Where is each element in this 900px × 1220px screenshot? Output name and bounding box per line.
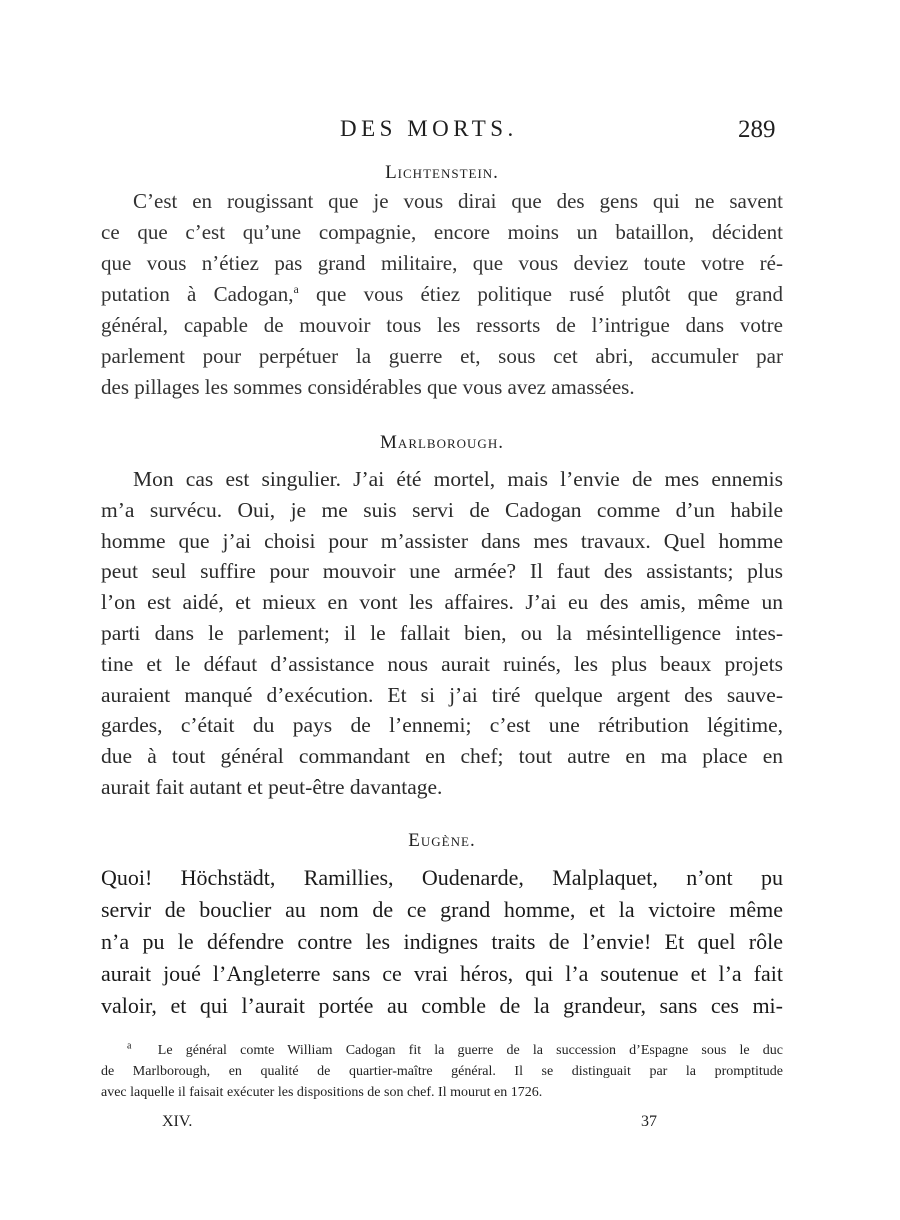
text-line: parti dans le parlement; il le fallait bien, ou la mésintelligence intes- bbox=[101, 620, 783, 645]
text-line: C’est en rougissant que je vous dirai que des gens qui ne savent bbox=[133, 189, 783, 213]
text-line: aurait joué l’Angleterre sans ce vrai héros, qui l’a soutenue et l’a fait bbox=[101, 961, 783, 986]
speech-text bbox=[101, 862, 783, 1022]
text-line: tine et le défaut d’assistance nous aurait ruinés, les plus beaux projets bbox=[101, 651, 783, 676]
footnote bbox=[101, 1040, 783, 1103]
text-line: Quoi! Höchstädt, Ramillies, Oudenarde, Malplaquet, n’ont pu bbox=[101, 865, 783, 890]
running-title: DES MORTS. bbox=[340, 116, 518, 141]
footnote-marker: a bbox=[127, 1040, 132, 1052]
footnote-text: Le général comte William Cadogan fit la guerre de la succession d’Espagne sous le duc bbox=[157, 1043, 783, 1058]
speech-block-lichtenstein bbox=[101, 160, 783, 403]
speaker-name: Lichtenstein. bbox=[385, 162, 499, 183]
text-line: valoir, et qui l’aurait portée au comble de la grandeur, sans ces mi- bbox=[101, 993, 783, 1018]
text-line: que vous n’étiez pas grand militaire, que vous deviez toute votre ré- bbox=[101, 251, 783, 275]
text-fragment: que vous étiez politique rusé plutôt que grand bbox=[298, 282, 783, 306]
text-line: auraient manqué d’exécution. Et si j’ai tiré quelque argent des sauve- bbox=[101, 682, 783, 707]
volume-signature: XIV. bbox=[162, 1113, 193, 1130]
speaker-name: Eugène. bbox=[408, 830, 476, 851]
text-line: servir de bouclier au nom de ce grand homme, et la victoire même bbox=[101, 897, 783, 922]
footnote-marker: a bbox=[293, 282, 299, 296]
text-line bbox=[101, 279, 783, 310]
sheet-signature: 37 bbox=[641, 1113, 657, 1130]
text-line: général, capable de mouvoir tous les ressorts de l’intrigue dans votre bbox=[101, 313, 783, 337]
running-head bbox=[0, 116, 900, 148]
speech-block-eugene bbox=[101, 828, 783, 1022]
text-line: m’a survécu. Oui, je me suis servi de Cadogan comme d’un habile bbox=[101, 497, 783, 522]
text-line: ce que c’est qu’une compagnie, encore moins un bataillon, décident bbox=[101, 220, 783, 244]
text-fragment: putation à Cadogan, bbox=[101, 282, 294, 306]
text-line: due à tout général commandant en chef; tout autre en ma place en bbox=[101, 744, 783, 769]
text-line: peut seul suffire pour mouvoir une armée? Il faut des assistants; plus bbox=[101, 559, 783, 584]
speech-text bbox=[101, 186, 783, 403]
text-line: gardes, c’était du pays de l’ennemi; c’est une rétribution légitime, bbox=[101, 713, 783, 738]
text-line: Mon cas est singulier. J’ai été mortel, mais l’envie de mes ennemis bbox=[133, 467, 783, 491]
speech-block-marlborough bbox=[101, 430, 783, 803]
text-line: n’a pu le défendre contre les indignes traits de l’envie! Et quel rôle bbox=[101, 929, 783, 954]
text-line: aurait fait autant et peut-être davantage. bbox=[101, 774, 443, 799]
text-line: homme que j’ai choisi pour m’assister dans mes travaux. Quel homme bbox=[101, 528, 783, 553]
speech-text bbox=[101, 464, 783, 803]
footnote-line: avec laquelle il faisait exécuter les dispositions de son chef. Il mourut en 1726. bbox=[101, 1085, 543, 1100]
speaker-name: Marlborough. bbox=[380, 432, 504, 453]
text-line: l’on est aidé, et mieux en vont les affaires. J’ai eu des amis, même un bbox=[101, 590, 783, 615]
footnote-line bbox=[101, 1040, 783, 1061]
text-line: parlement pour perpétuer la guerre et, sous cet abri, accumuler par bbox=[101, 344, 783, 368]
footnote-line: de Marlborough, en qualité de quartier-maître général. Il se distinguait par la promptitude bbox=[101, 1064, 783, 1079]
page-number: 289 bbox=[738, 116, 776, 143]
text-line: des pillages les sommes considérables que vous avez amassées. bbox=[101, 375, 635, 399]
